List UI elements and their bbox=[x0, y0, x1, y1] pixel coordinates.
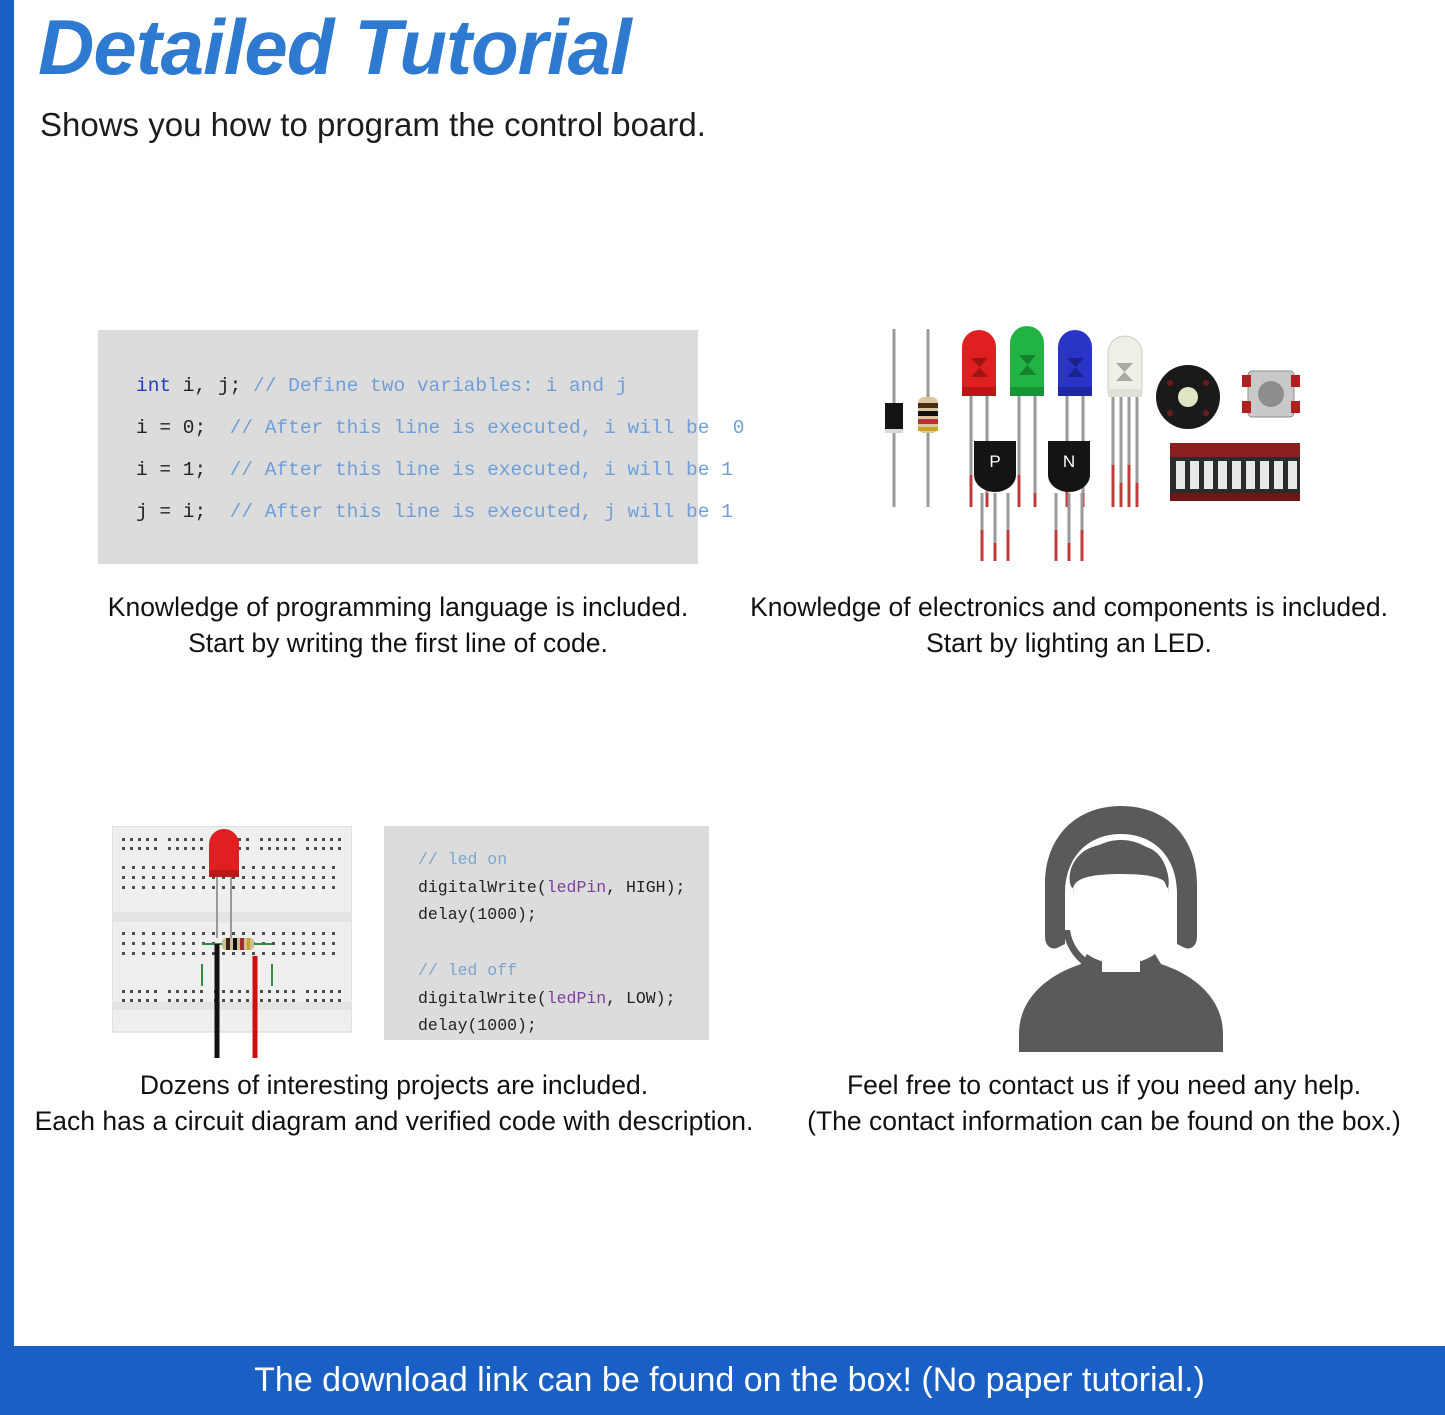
caption-support-line1: Feel free to contact us if you need any help. bbox=[846, 1070, 1362, 1100]
code-sample-1-text bbox=[98, 330, 745, 534]
transistor-p-icon bbox=[974, 441, 1016, 561]
code-sample-2-text bbox=[384, 826, 709, 1040]
svg-text:P: P bbox=[989, 452, 1001, 471]
diode-icon bbox=[885, 329, 903, 507]
code2-comment-on: // led on bbox=[418, 850, 508, 869]
caption-projects-line1: Dozens of interesting projects are included. bbox=[139, 1070, 649, 1100]
code-sample-2-panel bbox=[384, 826, 709, 1040]
code-keyword-int: int bbox=[136, 375, 172, 397]
code-line-1-comment: // Define two variables: i and j bbox=[253, 375, 628, 397]
code-line-4-rest: j = i; bbox=[136, 500, 230, 523]
code2-ledpin-low: ledPin bbox=[546, 988, 607, 1008]
code2-line5-a: digitalWrite( bbox=[418, 988, 547, 1008]
push-button-icon bbox=[1242, 371, 1300, 417]
caption-electronics-line1: Knowledge of electronics and components is included. bbox=[750, 592, 1388, 622]
caption-electronics bbox=[704, 590, 1434, 661]
code2-comment-off: // led off bbox=[418, 960, 518, 980]
caption-programming bbox=[38, 590, 758, 661]
code-line-4-comment: // After this line is executed, j will be 1 bbox=[229, 500, 733, 523]
electronic-components-image bbox=[870, 325, 1320, 565]
dip-switch-icon bbox=[1170, 443, 1300, 501]
code2-line5-c: , LOW); bbox=[606, 988, 676, 1008]
caption-electronics-line2: Start by lighting an LED. bbox=[926, 627, 1212, 658]
code2-line2-a: digitalWrite( bbox=[418, 877, 547, 897]
caption-support bbox=[764, 1068, 1444, 1139]
caption-projects-line2: Each has a circuit diagram and verified code with description. bbox=[34, 1105, 754, 1136]
code-line-2-rest: i = 0; bbox=[136, 416, 230, 439]
code-line-3-rest: i = 1; bbox=[136, 458, 230, 481]
code2-line6: delay(1000); bbox=[418, 1016, 537, 1036]
code-sample-1-panel bbox=[98, 330, 745, 564]
download-link-banner bbox=[14, 1346, 1445, 1415]
left-accent-bar bbox=[0, 0, 14, 1415]
buzzer-icon bbox=[1156, 365, 1220, 429]
caption-support-line2: (The contact information can be found on the box.) bbox=[807, 1105, 1401, 1136]
code2-line3: delay(1000); bbox=[418, 905, 537, 925]
support-agent-image bbox=[976, 800, 1266, 1052]
code-line-1-rest: i, j; bbox=[171, 375, 254, 397]
resistor-icon bbox=[918, 329, 938, 507]
code-line-2-comment: // After this line is executed, i will be 0 bbox=[229, 416, 745, 439]
banner-text: The download link can be found on the box! (No paper tutorial.) bbox=[254, 1361, 1205, 1399]
page-subtitle: Shows you how to program the control board. bbox=[40, 106, 706, 143]
led-rgb-icon bbox=[1108, 336, 1142, 507]
page-title: Detailed Tutorial bbox=[38, 3, 631, 91]
breadboard-image bbox=[112, 826, 352, 1058]
svg-text:N: N bbox=[1062, 452, 1076, 471]
headset-person-icon bbox=[1019, 806, 1223, 1052]
caption-projects bbox=[14, 1068, 774, 1139]
code2-ledpin-high: ledPin bbox=[546, 877, 607, 897]
page-content bbox=[14, 0, 1445, 1415]
code2-line2-c: , HIGH); bbox=[606, 877, 686, 897]
code-line-3-comment: // After this line is executed, i will be 1 bbox=[229, 458, 733, 481]
caption-programming-line2: Start by writing the first line of code. bbox=[188, 627, 608, 658]
caption-programming-line1: Knowledge of programming language is included. bbox=[107, 592, 689, 622]
